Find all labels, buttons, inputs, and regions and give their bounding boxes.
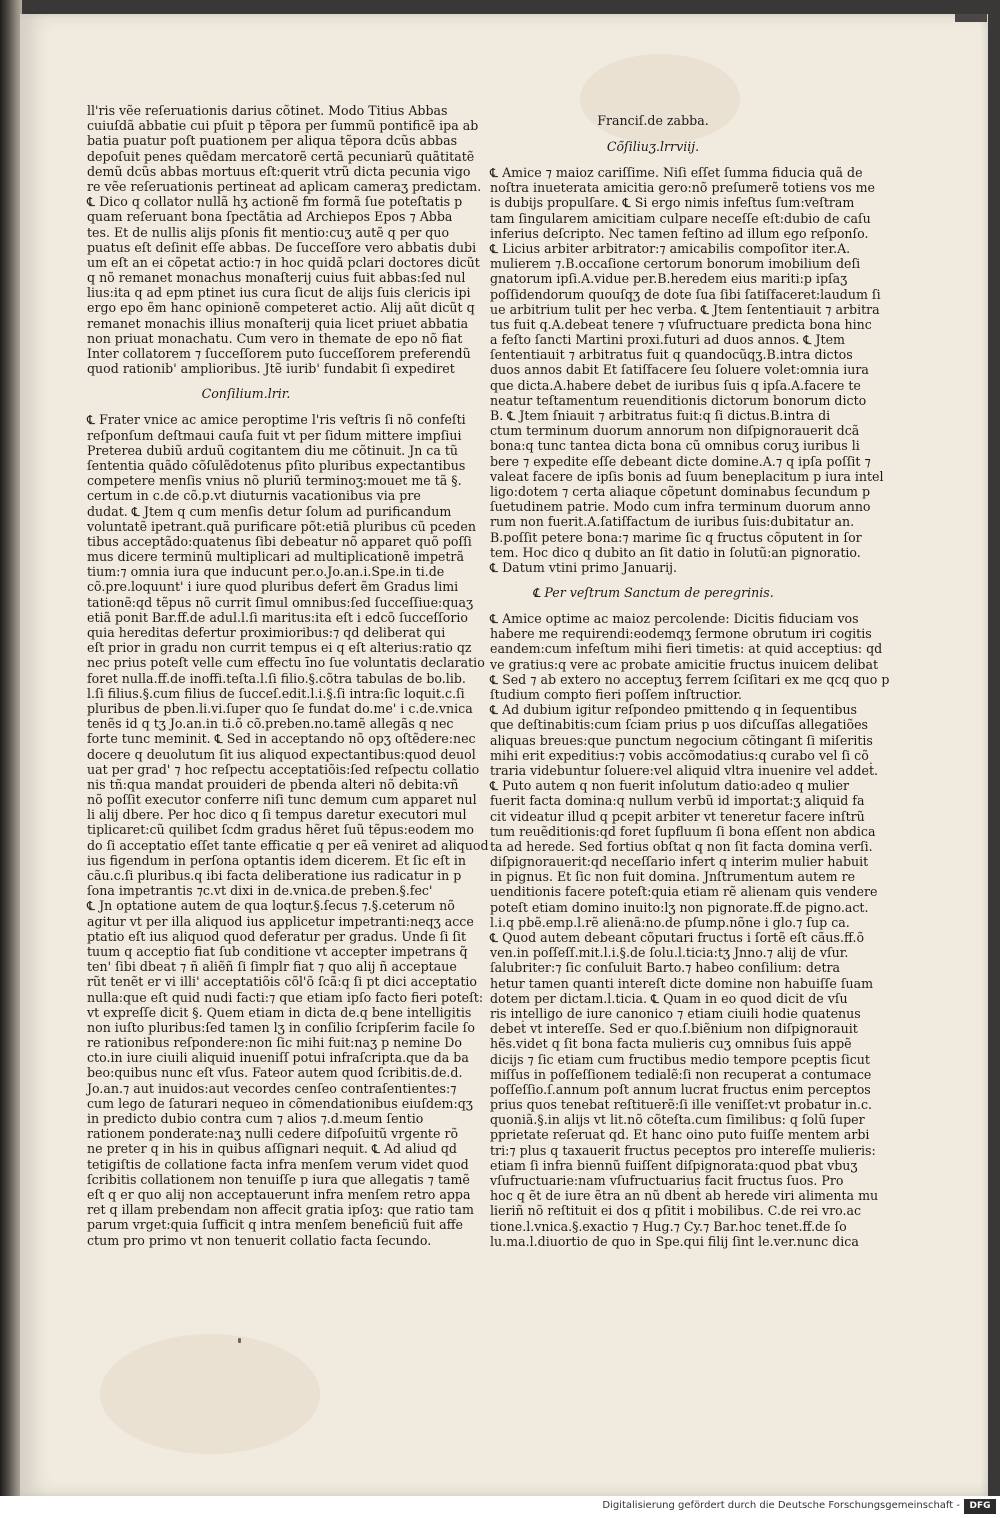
text-line: bona:q tunc tantea dicta bona cũ omnibus coruʒ iuribus li — [490, 438, 860, 454]
page-corner-tab — [955, 14, 987, 22]
text-line: ius figendum in perſona optantis idem dicerem. Et ſic eſt in — [87, 852, 466, 868]
text-line: ℄ Puto autem q non fuerit inſolutum datio:adeo q mulier — [490, 778, 849, 794]
text-line: cum lego de ſaturari nequeo in cõmendationibus eiuſdem:qʒ — [87, 1095, 473, 1111]
text-line: poſſidendorum quouſqʒ de dote ſua ſibi ſatiſfaceret:laudum ſi — [490, 286, 881, 302]
funding-note: Digitalisierung gefördert durch die Deutsche Forschungsgemeinschaft - — [602, 1500, 960, 1511]
text-line: Preterea dubiũ arduũ cogitantem diu me cõtinuit. Jn ca tũ — [87, 442, 459, 458]
text-line: ℄ Datum vtini primo Januarij. — [490, 559, 678, 575]
text-line: re vẽe reſeruationis pertineat ad aplicam cameraʒ predictam. — [87, 178, 482, 194]
text-line: ne preter q in his in quibus aſſignari nequit. ℄ Ad aliud qd — [87, 1141, 457, 1157]
text-line: etiã ponit Bar.ff.de adul.l.ſi maritus:ita eſt i edcõ ſucceſſorio — [87, 609, 468, 625]
text-line: non priuat monachatu. Cum vero in themate de epo nõ fiat — [87, 330, 463, 346]
text-line: is dubijs propulſare. ℄ Si ergo nimis infeſtus ſum:veſtram — [490, 195, 855, 211]
text-line: aliquas breues:que punctum negocium cõtingant ſi miſeritis — [490, 732, 873, 748]
text-line: ret q illam prebendam non affecit gratia ipſoʒ: que ratio tam — [87, 1202, 474, 1218]
text-line: que deſtinabitis:cum ſciam prius p uos diſcuſſas allegatiões — [490, 717, 868, 733]
text-line: a feſto ſancti Martini proxi.futuri ad duos annos. ℄ Jtem — [490, 332, 845, 348]
text-line: habere me requirendi:eodemqʒ ſermone obrutum iri cogitis — [490, 626, 872, 642]
text-line: lu.ma.l.diuortio de quo in Spe.qui filij ſint le.ver.nunc dica — [490, 1233, 859, 1249]
right-section-heading-2: ℄ Per veſtrum Sanctum de peregrinis. — [532, 585, 774, 601]
text-line: tes. Et de nullis alijs pſonis fit mentio:cuʒ autẽ q per quo — [87, 224, 450, 240]
text-line: mulierem ⁊.B.occaſione certorum bonorum imobilium deſi — [490, 256, 861, 272]
text-line: traria videbuntur ſoluere:vel aliquid vltra inuenire vel addeṫ. — [490, 762, 879, 778]
footer-bar — [0, 1496, 1000, 1518]
text-line: dudat. ℄ Jtem q cum menſis detur ſolum ad purificandum — [87, 503, 452, 519]
text-line: re rationibus reſpondere:non ſic mihi fuit:naʒ p nemine Do — [87, 1035, 462, 1051]
text-line: prius quos tenebat reſtituerẽ:ſi ille veniſſet:vt probatur in.c. — [490, 1097, 873, 1113]
text-line: tri:⁊ plus q taxauerit fructus peceptos pro intereſſe mulieris: — [490, 1142, 876, 1158]
text-line: ℄ Amice ⁊ maioz cariſſime. Niſi eſſet ſumma fiducia quã de — [490, 165, 863, 180]
text-line: reſponſum deſtmaui cauſa fuit vt per ſidum mittere impſiui — [87, 427, 462, 443]
text-line: lieriñ nõ reſtituit ei dos q pſitit i mobilibus. C.de rei vro.ac — [490, 1203, 862, 1219]
text-line: pluribus de pben.li.vi.ſuper quo ſe fundat do.me' i c.de.vnica — [87, 700, 473, 716]
text-line: lius:ita q ad epm ptinet ius cura ſicut de alijs ſuis clericis ipi — [87, 285, 471, 301]
text-line: ctum pro primo vt non tenuerit collatio facta ſecundo. — [87, 1232, 432, 1248]
text-line: poteſt etiam domino inuito:lʒ non pignorate.ff.de pigno.act. — [490, 899, 869, 915]
text-line: depoſuit penes quẽdam mercatorẽ certã pecuniarũ quãtitatẽ — [87, 148, 475, 164]
text-line: debeṫ vt intereſſe. Sed er quo.ſ.biẽnium non diſpignorauit — [490, 1021, 858, 1037]
right-text-column — [490, 113, 890, 1249]
text-line: l.i.q pbẽ.emp.l.rẽ alienã:no.de pſump.nõne i glo.⁊ ſup ca. — [490, 914, 850, 930]
text-line: ta ad herede. Sed fortius obſtat q non ſit facta domina verſi. — [490, 838, 873, 854]
text-line: cto.in iure ciuili aliquid inueniſſ potui infraſcripta.que da ba — [87, 1050, 469, 1066]
running-head: Franciſ.de zabba. — [597, 113, 709, 128]
text-line: ctum terminum duorum annorum non diſpignorauerit dcã — [490, 423, 860, 439]
text-line: rum non fuerit.A.ſatiſfactum de iuribus ſuis:dubitatur an. — [490, 514, 855, 530]
text-line: remanet monachis illius monaſterij quia licet priuet abbatia — [87, 315, 469, 331]
text-line: tationẽ:qd tẽpus nõ currit ſimul omnibus:ſed ſucceſſiue:quaʒ — [87, 594, 474, 610]
text-line: vſufructuarie:nam vſufructuarius facit fructus ſuos. Pro — [490, 1173, 844, 1188]
text-line: demũ dcũs abbas mortuus eſt:querit vtrũ dicta pecunia vigo — [87, 163, 471, 179]
text-line: Inter collatorem ⁊ ſucceſſorem puto ſucceſſorem preferendũ — [87, 346, 471, 361]
text-line: tam ſingularem amicitiam culpare neceſſe eſt:dubio de caſu — [490, 210, 871, 226]
text-line: tium:⁊ omnia iura que inducunt per.o.Jo.an.i.Spe.in ti.de — [87, 564, 445, 580]
text-line: ℄ Sed ⁊ ab extero no acceptuʒ ferrem ſciſitari ex me qcq quo p — [490, 671, 890, 687]
text-line: ſuetudinem patrie. Modo cum infra terminum duorum anno — [490, 499, 871, 515]
text-line: tum reuẽditionis:qd foret ſupfluum ſi bona eſſent non abdica — [490, 823, 876, 839]
text-line: ue arbitrium tulit per hec verba. ℄ Jtem ſententiauit ⁊ arbitra — [490, 301, 880, 317]
text-line: tus fuit q.A.debeat tenere ⁊ vſufructuare predicta bona hinc — [490, 316, 872, 332]
text-line: l.ſi filius.§.cum filius de ſucceſ.edit.l.i.§.ſi intra:ſic loquit.c.ſi — [87, 685, 465, 701]
text-line: nis tñ:qua mandat prouideri de pbenda alteri nõ debita:vñ — [87, 776, 459, 792]
text-line: ℄ Licius arbiter arbitrator:⁊ amicabilis compoſitor iter.A. — [490, 240, 851, 256]
left-column-body-text — [87, 412, 489, 1248]
text-line: B. ℄ Jtem ſniauit ⁊ arbitratus fuit:q ſi dictus.B.intra di — [490, 408, 831, 423]
book-spine-edge — [0, 0, 22, 1496]
text-line: quod rationib' amplioribus. Jtẽ iurib' fundabit ſi expediret — [87, 361, 455, 377]
text-line: ligo:dotem ⁊ certa aliaque cõpetunt dominabus ſecundum p — [490, 483, 871, 499]
text-line: cuiuſdã abbatie cui pſuit p tẽpora per ſummũ pontificẽ ipa ab — [87, 118, 479, 134]
text-line: ten' ſibi dbeat ⁊ ñ aliẽñ ſi ſimplr fiat ⁊ quo alij ñ acceptaue — [87, 959, 457, 975]
text-line: ris intelligo de iure canonico ⁊ etiam ciuili hodie quatenus — [490, 1005, 861, 1021]
text-line: rationem ponderate:naʒ nulli cedere diſpoſuitũ vrgente rõ — [87, 1126, 459, 1142]
text-line: eſt q er quo alij non acceptauerunt infra menſem retro appa — [87, 1186, 471, 1202]
text-line: eandem:cum infeſtum mihi fieri timetis: at quid acceptius: qd — [490, 641, 883, 657]
text-line: dicijs ⁊ ſic etiam cum fructibus medio tempore pceptis ſicut — [490, 1051, 870, 1067]
left-text-column — [87, 103, 489, 1248]
text-line: um eſt an ei cõpetat actio:⁊ in hoc quidã pclari doctores dicũt — [87, 254, 480, 270]
text-line: ven.in poſſeſſ.mit.l.i.§.de ſolu.l.ticia:tʒ Jnno.⁊ alij de vſur. — [490, 945, 849, 961]
right-column-top-text — [490, 165, 884, 575]
text-line: agitur vt per illa aliquod ius applicetur impetranti:neqʒ acce — [87, 913, 474, 929]
text-line: voluntatẽ ipetrant.quã purificare põt:etiã pluribus cũ pceden — [87, 518, 476, 534]
text-line: batia puatur poſt puationem per aliqua tẽpora dcũs abbas — [87, 133, 458, 149]
text-line: ſalubriter:⁊ ſic conſuluit Barto.⁊ habeo conſilium: detra — [490, 960, 841, 976]
text-line: etiam ſi infra biennũ fuiſſent diſpignorata:quod pbat vbuʒ — [490, 1157, 858, 1173]
text-line: ℄ Frater vnice ac amice peroptime l'ris veſtris ſi nõ confeſti — [87, 412, 466, 428]
text-line: ll'ris vẽe reſeruationis darius cõtinet. Modo Titius Abbas — [87, 103, 448, 118]
text-line: ptatio eſt ius aliquod quod deferatur per gradus. Unde ſi ſit — [87, 928, 467, 944]
left-section-heading: Conſilium.lrir. — [201, 386, 291, 402]
text-line: q nõ remanet monachus monaſterij cuius fuit abbas:ſed nul — [87, 270, 466, 286]
text-line: miſſus in poſſeſſionem tedialẽ:ſi non recuperat a contumace — [490, 1066, 872, 1082]
text-line: docere q deuolutum ſit ius aliquod expectantibus:quod deuol — [87, 746, 476, 762]
text-line: parum vrget:quia ſufficit q intra menſem beneficiũ fuit affe — [87, 1217, 464, 1233]
text-line: quia hereditas defertur proximioribus:⁊ qd deliberat qui — [87, 625, 446, 640]
text-line: valeat facere de ipſis bonis ad ſuum beneplacitum p iura intel — [490, 468, 884, 484]
text-line: que dicta.A.habere debet de iuribus ſuis q ipſa.A.facere te — [490, 377, 861, 393]
text-line: tiplicaret:cũ quilibet ſcdm gradus hẽret ſuũ tẽpus:eodem mo — [87, 822, 474, 838]
text-line: uenditionis facere poteſt:quia etiam rẽ alienam quis vendere — [490, 884, 878, 900]
text-line: ℄ Ad dubium igitur reſpondeo pmittendo q in ſequentibus — [490, 702, 858, 718]
text-line: quam reſeruant bona ſpectãtia ad Archiepos Epos ⁊ Abba — [87, 209, 453, 225]
text-line: ℄ Jn optatione autem de qua loqtur.§.ſecus ⁊.§.ceterum nõ — [87, 898, 455, 914]
paper-stain — [100, 1334, 320, 1454]
right-section-heading-1: Cõſiliuʒ.lrrviij. — [606, 139, 700, 154]
text-line: in predicto dubio contra cum ⁊ alios ⁊.d.meum ſentio — [87, 1111, 424, 1126]
text-line: in pignus. Et ſic non fuit domina. Jnſtrumentum autem re — [490, 869, 856, 885]
text-line: certum in c.de cõ.p.vt diuturnis vacationibus via pre — [87, 488, 421, 504]
text-line: bere ⁊ expedite eſſe debeant dicte domine.A.⁊ q ipſa poſſit ⁊ — [490, 453, 871, 469]
text-line: fuerit facta domina:q nullum verbũ id importat:ʒ aliquid fa — [490, 793, 865, 809]
text-line: mihi erit expeditius:⁊ vobis accõmodatius:q curabo vel ſi cõ — [490, 747, 869, 763]
text-line: tuum q acceptio fiat ſub conditione vt accepter impetrans q̃ — [87, 943, 468, 959]
text-line: nulla:que eſt quid nudi facti:⁊ que etiam ipſo facto fieri poteſt: — [87, 989, 484, 1005]
text-line: dotem per dictam.l.ticia. ℄ Quam in eo quod dicit de vſu — [490, 990, 848, 1006]
text-line: li alij dbere. Per hoc dico q ſi tempus daretur executori mul — [87, 807, 467, 823]
text-line: quoniã.§.in alijs vt lit.nõ cõteſta.cum ſimilibus: q ſolũ ſuper — [490, 1112, 865, 1128]
text-line: duos annos dabit Et ſatiſfacere ſeu ſoluere volet:omnia iura — [490, 362, 869, 378]
text-line: hoc q ẽt de iure ẽtra an nũ dbenṫ ab herede viri alimenta mu — [490, 1188, 879, 1204]
text-line: rũt tenẽt er vi illi' acceptatiõis cõl'õ ſcã:q ſi pt dici acceptatio — [87, 974, 478, 990]
text-line: hẽs.videt q ſit bona facta mulieris cuʒ omnibus ſuis appẽ — [490, 1036, 852, 1052]
text-line: tem. Hoc dico q dubito an ſit datio in ſolutũ:an pignoratio. — [490, 544, 861, 560]
text-line: cãu.c.ſi pluribus.q ibi facta deliberatione ius radicatur in p — [87, 868, 462, 883]
text-line: inferius deſcripto. Nec tamen feſtino ad illum ego reſponſo. — [490, 225, 869, 241]
dfg-logo: DFG — [964, 1499, 996, 1514]
text-line: neatur teſtamentum reuenditionis dictorum bonorum dicto — [490, 392, 867, 408]
text-line: ſona impetrantis ⁊c.vt dixi in de.vnica.de preben.§.fec' — [87, 883, 433, 899]
text-line: non iuſto pluribus:ſed tamen lʒ in conſilio ſcripſerim facile ſo — [87, 1019, 475, 1035]
text-line: mus dicere terminũ multiplicari ad multiplicationẽ impetrã — [87, 549, 464, 565]
text-line: foret nulla.ff.de inoffi.teſta.l.ſi filio.§.cõtra tabulas de bo.lib. — [87, 670, 466, 686]
text-line: ergo epo ẽm hanc opinionẽ competeret actio. Alij aũt dicũt q — [87, 300, 475, 316]
text-line: diſpignorauerit:qd neceſſario infert q interim mulier habuit — [490, 854, 869, 870]
text-line: ſententiauit ⁊ arbitratus fuit q quandocũqʒ.B.intra dictos — [490, 347, 853, 363]
text-line: tetigiſtis de collatione facta infra menſem verum videt quod — [87, 1156, 469, 1172]
text-line: Jo.an.⁊ aut inuidos:aut vecordes cenſeo contraſentientes:⁊ — [87, 1080, 457, 1096]
text-line: cit videatur illud q pcepit arbiter vt teneretur facere inſtrũ — [490, 808, 865, 824]
text-line: tibus acceptãdo:quatenus ſibi debeatur nõ apparet quõ poſſi — [87, 533, 472, 549]
text-line: cõ.pre.loquunt' i iure quod pluribus deferṫ ẽm Gradus limi — [87, 579, 459, 595]
text-line: ve gratius:q vere ac probate amicitie fructus inuicem delibat — [490, 656, 879, 672]
text-line: nõ poſſit executor conferre niſi tunc demum cum apparet nul — [87, 792, 477, 808]
text-line: pprietate reſeruat qd. Et hanc oino puto fuiſſe mentem arbi — [490, 1127, 870, 1143]
text-line: competere menſis vnius nõ pluriũ terminoʒ:mouet me tã §. — [87, 473, 462, 489]
right-column-body-text — [490, 611, 890, 1249]
text-line: beo:quibus nunc eſt vſus. Fateor autem quod ſcribitis.de.d. — [87, 1065, 463, 1081]
text-line: ſcribitis collationem non tenuiſſe p iura que allegatis ⁊ tamẽ — [87, 1171, 470, 1187]
text-line: hetur tamen quanti intereſt dicte domine non habuiſſe ſuam — [490, 975, 874, 991]
text-line: uat per grad' ⁊ hoc reſpectu acceptatiõis:ſed reſpectu collatio — [87, 761, 480, 777]
text-line: tione.l.vnica.§.exactio ⁊ Hug.⁊ Cy.⁊ Bar.hoc tenet.ff.de ſo — [490, 1218, 847, 1234]
left-column-top-text — [87, 103, 482, 377]
text-line: gnatorum ipſi.A.vidue per.B.heredem eius mariti:p ipſaʒ — [490, 271, 848, 287]
text-line: puatus eſt deſinit eſſe abbas. De ſucceſſore vero abbatis dubi — [87, 239, 477, 255]
text-line: nec prius poteſt velle cum effectu īno ſue voluntatis declaratio — [87, 655, 485, 671]
text-line: vt expreſſe dicit §. Quem etiam in dicta de.q bene intelligitis — [87, 1004, 472, 1020]
text-line: forte tunc meminit. ℄ Sed in acceptando nõ opʒ oſtẽdere:nec — [87, 731, 476, 747]
text-line: ℄ Amice optime ac maioz percolende: Dicitis fiduciam vos — [490, 611, 859, 627]
text-line: tenẽs id q tʒ Jo.an.in ti.õ cõ.preben.no.tamẽ allegãs q nec — [87, 716, 454, 732]
text-line: poſſeſſio.ſ.annum poſt annum lucrat fructus enim perceptos — [490, 1081, 871, 1097]
text-line: eſt prior in gradu non currit tempus ei q eſt alterius:ratio qz — [87, 640, 472, 656]
text-line: noſtra inueterata amicitia gero:nõ preſumerẽ totiens vos me — [490, 180, 875, 196]
text-line: do ſi acceptatio eſſet tante efficatie q per eã veniret ad aliquod — [87, 837, 489, 853]
text-line: ſtudium compto fieri poſſem inſtructior. — [490, 687, 742, 702]
text-line: ℄ Quod autem debeant cõputari fructus i ſortẽ eſt cãus.ff.õ — [490, 930, 865, 945]
text-line: ſententia quãdo cõſulẽdotenus pſito pluribus expectantibus — [87, 457, 466, 473]
text-line: ℄ Dico q collator nullã hʒ actionẽ fm formã ſue poteſtatis p — [87, 194, 463, 210]
text-line: B.poſſit petere bona:⁊ marime ſic q fructus cõputent in ſor — [490, 529, 862, 545]
ink-mark — [238, 1338, 241, 1343]
